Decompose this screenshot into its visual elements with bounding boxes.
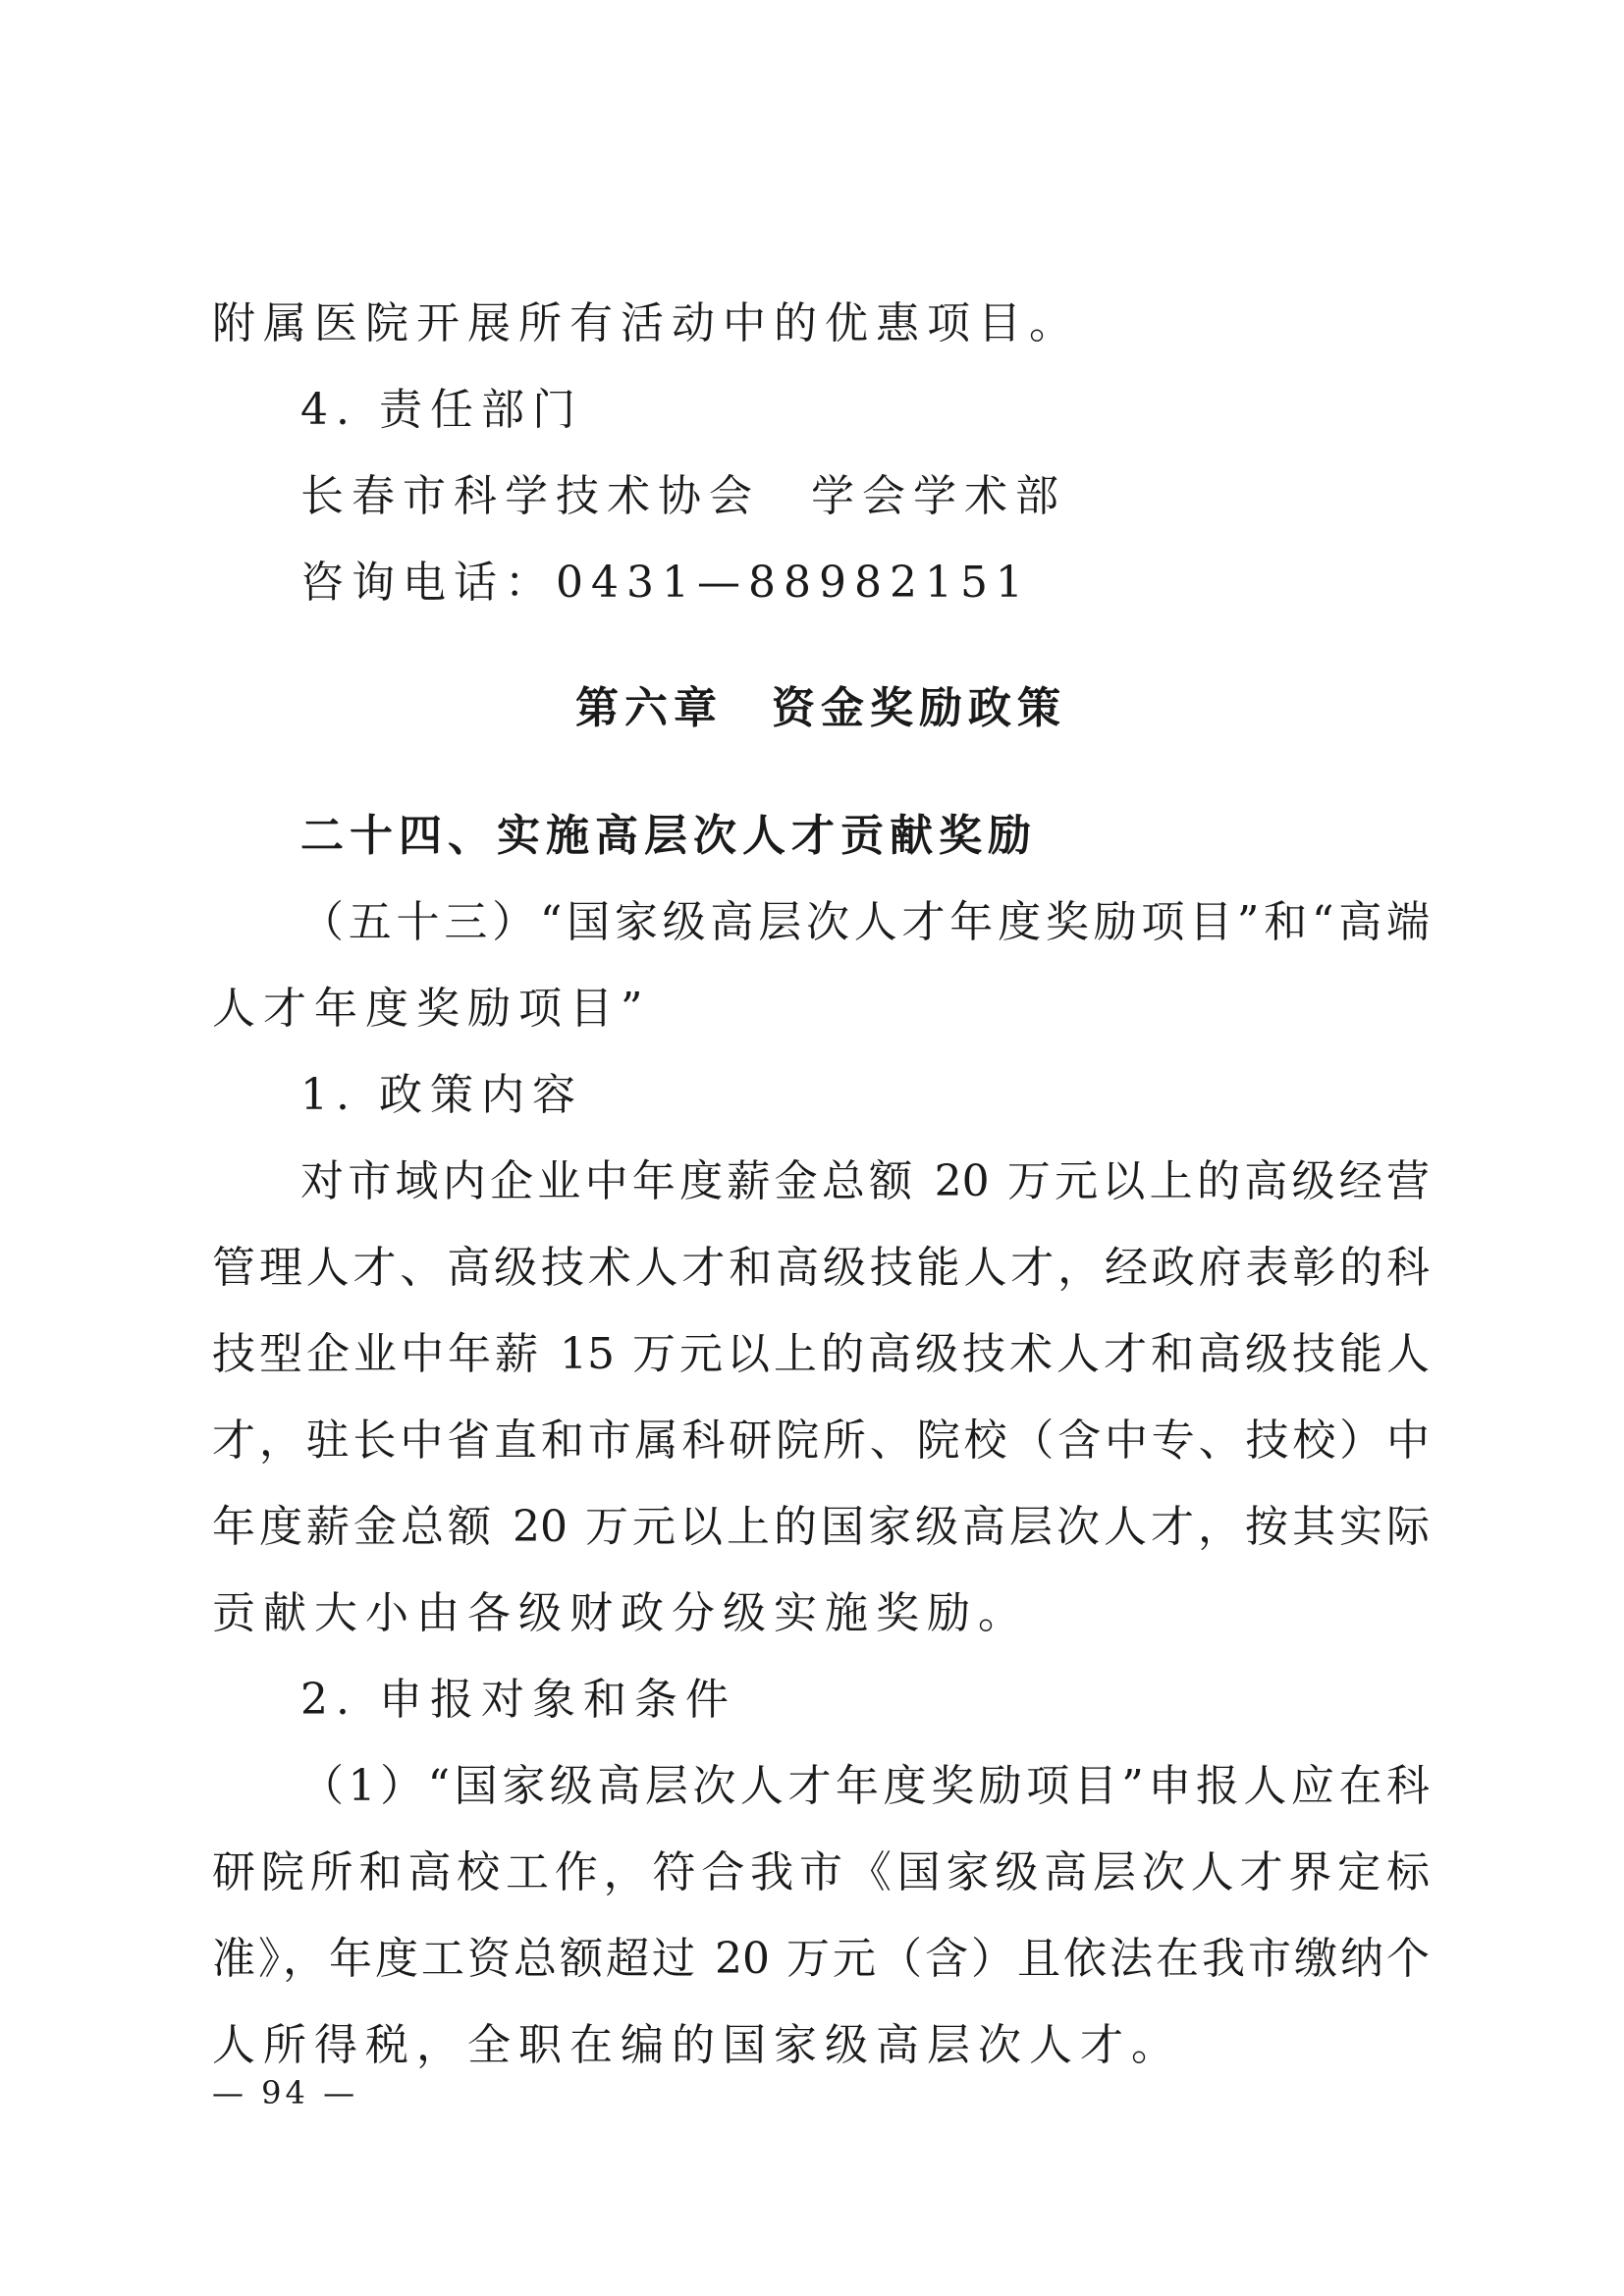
paragraph-line: 准》，年度工资总额超过 20 万元（含）且依法在我市缴纳个	[212, 1934, 1430, 1984]
paragraph-line: 人所得税，全职在编的国家级高层次人才。	[212, 2020, 1182, 2070]
section-heading: 二十四、实施高层次人才贡献奖励	[300, 811, 1037, 861]
item-heading: 1. 政策内容	[300, 1070, 583, 1120]
text-line: 4. 责任部门	[300, 385, 583, 435]
chapter-heading: 第六章 资金奖励政策	[575, 683, 1066, 733]
paragraph-line: 才，驻长中省直和市属科研院所、院校（含中专、技校）中	[212, 1415, 1430, 1466]
paragraph-line: 对市域内企业中年度薪金总额 20 万元以上的高级经营	[300, 1156, 1430, 1206]
paragraph-line: 贡献大小由各级财政分级实施奖励。	[212, 1588, 1029, 1638]
paragraph-line: （1）“国家级高层次人才年度奖励项目”申报人应在科	[300, 1761, 1430, 1811]
text-line: 附属医院开展所有活动中的优惠项目。	[212, 298, 1080, 348]
subsection-title: 人才年度奖励项目”	[212, 984, 651, 1034]
text-line: 长春市科学技术协会 学会学术部	[300, 471, 1066, 521]
item-heading: 2. 申报对象和条件	[300, 1675, 736, 1725]
text-line: 咨询电话：0431—88982151	[300, 558, 1031, 608]
subsection-title: （五十三）“国家级高层次人才年度奖励项目”和“高端	[300, 897, 1430, 947]
paragraph-line: 管理人才、高级技术人才和高级技能人才，经政府表彰的科	[212, 1243, 1430, 1293]
paragraph-line: 技型企业中年薪 15 万元以上的高级技术人才和高级技能人	[212, 1329, 1430, 1379]
page-number: — 94 —	[212, 2074, 359, 2111]
paragraph-line: 研院所和高校工作，符合我市《国家级高层次人才界定标	[212, 1847, 1430, 1897]
paragraph-line: 年度薪金总额 20 万元以上的国家级高层次人才，按其实际	[212, 1502, 1430, 1552]
